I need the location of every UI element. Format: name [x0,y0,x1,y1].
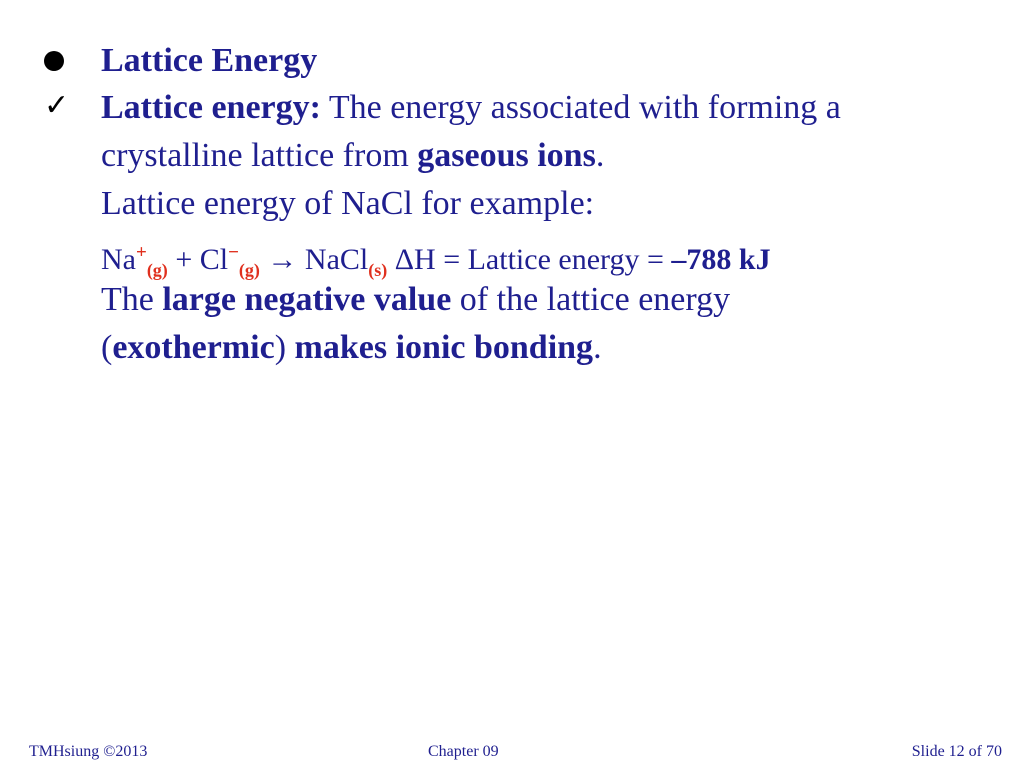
conclusion-l2-b: exothermic [112,329,275,366]
conclusion-l2-a: ( [101,329,113,366]
conclusion-l2-e: . [593,329,602,366]
checkmark-bullet-icon: ✓ [44,88,70,123]
eq-na: Na [101,243,136,276]
eq-na-state: (g) [146,260,168,280]
footer-author: TMHsiung ©2013 [29,743,148,760]
definition-line-2 [101,136,604,176]
eq-na-charge: + [135,242,147,263]
conclusion-l2-d: makes ionic bonding [294,329,594,366]
definition-bold-2: gaseous ions [417,137,596,174]
conclusion-l1-c: of the lattice energy [451,281,731,318]
conclusion-l1-b: large negative value [162,281,452,318]
eq-nacl-state: (s) [368,260,388,280]
conclusion-line-1 [101,280,730,320]
eq-plus-cl: + Cl [167,243,229,276]
example-intro [101,184,594,224]
eq-rest: ΔH = Lattice energy = [387,243,672,276]
definition-term: Lattice energy: [101,89,321,126]
footer-slide-number: Slide 12 of 70 [911,743,1002,760]
definition-line-1 [101,88,841,128]
heading-text: Lattice Energy [101,42,318,79]
definition-text-1: The energy associated with forming a [320,89,841,126]
conclusion-line-2 [101,328,602,368]
conclusion-l1-a: The [101,281,163,318]
slide-heading [101,41,317,81]
eq-cl-state: (g) [238,260,260,280]
eq-arrow-nacl: → NaCl [259,243,369,276]
footer-chapter: Chapter 09 [428,743,499,760]
definition-text-2: crystalline lattice from [101,137,418,174]
conclusion-l2-c: ) [274,329,295,366]
example-intro-text: Lattice energy of NaCl for example: [101,185,595,222]
eq-cl-charge: − [228,242,239,263]
filled-circle-bullet-icon [44,51,64,71]
definition-end-2: . [595,137,605,174]
eq-value: –788 kJ [671,243,771,276]
